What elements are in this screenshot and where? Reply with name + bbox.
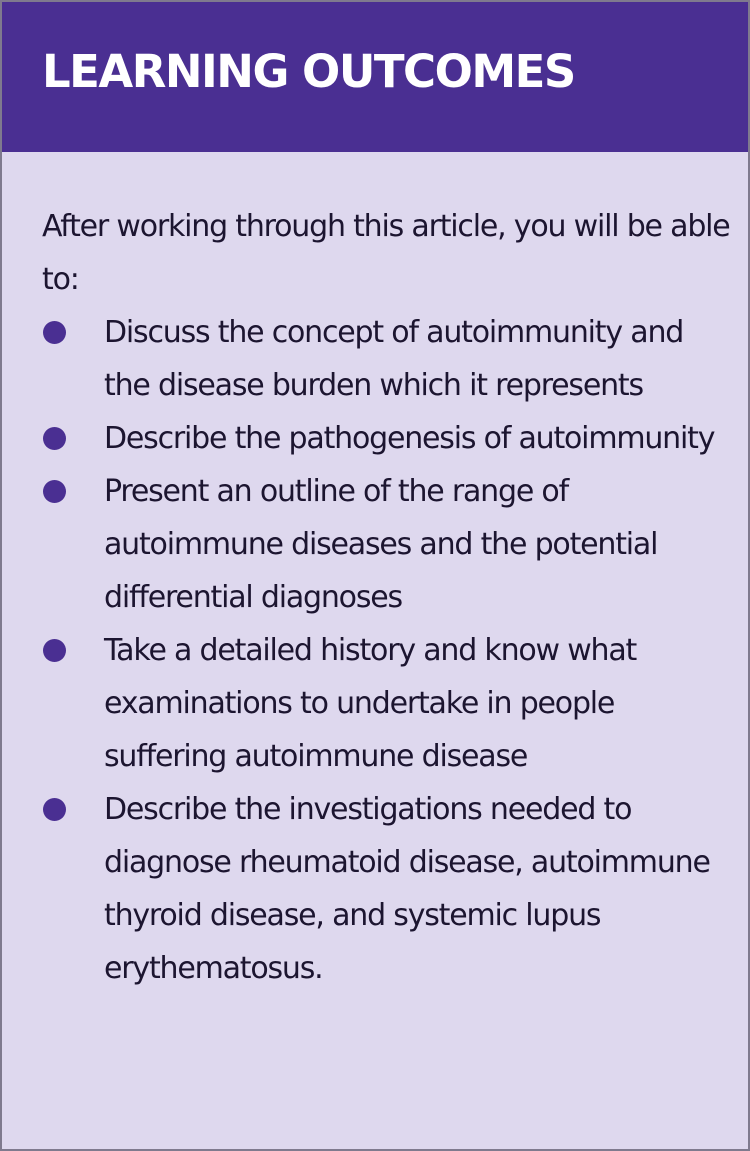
intro-text: After working through this article, you will be able to:	[42, 209, 730, 297]
outcome-text: Describe the pathogenesis of autoimmunity	[104, 421, 715, 456]
outcomes-list	[2, 306, 748, 995]
outcome-item	[2, 465, 724, 624]
bullet-icon	[43, 480, 66, 503]
outcome-text: Discuss the concept of autoimmunity and the disease burden which it represents	[104, 315, 684, 403]
outcome-text: Present an outline of the range of autoimmune diseases and the potential differential diagnoses	[104, 474, 658, 615]
bullet-icon	[43, 427, 66, 450]
box-content	[2, 2, 748, 995]
bullet-icon	[43, 798, 66, 821]
outcome-item	[2, 783, 724, 995]
outcome-item	[2, 306, 724, 412]
outcome-text: Describe the investigations needed to diagnose rheumatoid disease, autoimmune thyroid disease, and systemic lupus erythematosus.	[104, 792, 710, 986]
bullet-icon	[43, 321, 66, 344]
box-title: LEARNING OUTCOMES	[42, 45, 575, 98]
bullet-icon	[43, 639, 66, 662]
outcome-item	[2, 412, 724, 465]
outcome-text: Take a detailed history and know what examinations to undertake in people suffering autoimmune disease	[104, 633, 637, 774]
outcome-item	[2, 624, 724, 783]
